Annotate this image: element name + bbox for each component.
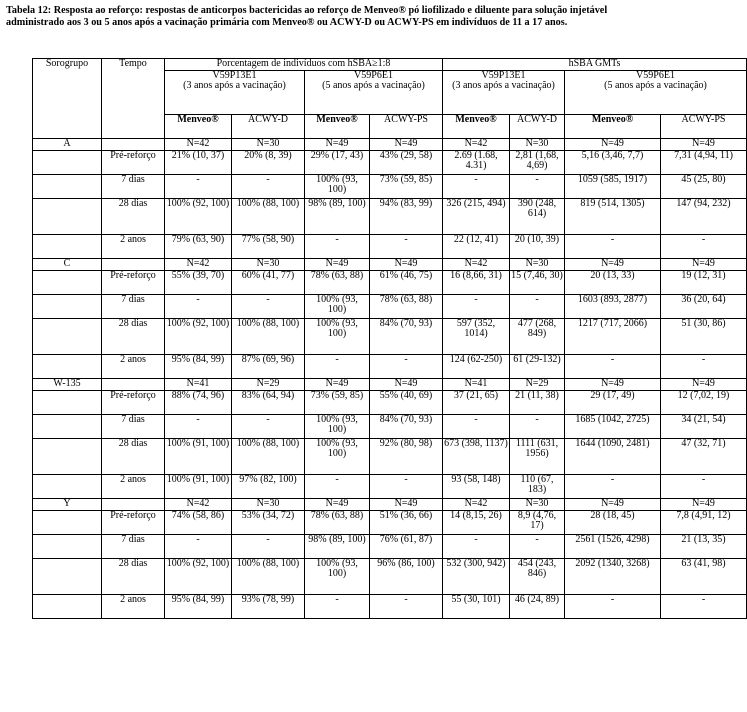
- time-cell: Pré-reforço: [102, 390, 165, 414]
- header-study-v59p13e1-pct: V59P13E1 (3 anos após a vacinação): [165, 70, 305, 114]
- value-cell: 98% (89, 100): [305, 534, 370, 558]
- table-row: [33, 150, 747, 174]
- value-cell: 98% (89, 100): [305, 198, 370, 234]
- value-cell: N=42: [443, 498, 510, 510]
- time-cell: [102, 138, 165, 150]
- serogroup-cell: [33, 150, 102, 174]
- serogroup-cell: [33, 390, 102, 414]
- value-cell: 46 (24, 89): [510, 594, 565, 618]
- table-header: [33, 59, 747, 139]
- table-row: [33, 498, 747, 510]
- value-cell: 43% (29, 58): [370, 150, 443, 174]
- serogroup-cell: [33, 594, 102, 618]
- header-menveo: Menveo®: [443, 114, 510, 138]
- value-cell: 73% (59, 85): [305, 390, 370, 414]
- value-cell: -: [370, 474, 443, 498]
- value-cell: 94% (83, 99): [370, 198, 443, 234]
- value-cell: -: [232, 294, 305, 318]
- value-cell: 61 (29-132): [510, 354, 565, 378]
- time-cell: 28 dias: [102, 558, 165, 594]
- value-cell: N=42: [443, 258, 510, 270]
- value-cell: 100% (93, 100): [305, 438, 370, 474]
- value-cell: -: [661, 234, 747, 258]
- header-study-v59p6e1-gmt: V59P6E1 (5 anos após a vacinação): [565, 70, 747, 114]
- value-cell: 100% (88, 100): [232, 438, 305, 474]
- time-cell: 2 anos: [102, 234, 165, 258]
- value-cell: -: [443, 294, 510, 318]
- value-cell: 100% (92, 100): [165, 558, 232, 594]
- value-cell: N=41: [443, 378, 510, 390]
- serogroup-cell: [33, 294, 102, 318]
- header-study-v59p6e1-pct: V59P6E1 (5 anos após a vacinação): [305, 70, 443, 114]
- value-cell: 96% (86, 100): [370, 558, 443, 594]
- serogroup-cell: A: [33, 138, 102, 150]
- value-cell: 16 (8,66, 31): [443, 270, 510, 294]
- value-cell: 28 (18, 45): [565, 510, 661, 534]
- value-cell: 74% (58, 86): [165, 510, 232, 534]
- caption-line-1: Tabela 12: Resposta ao reforço: respostas de anticorpos bactericidas ao reforço de Menveo® pó liofilizado e diluente para solução injetável: [6, 5, 608, 16]
- time-cell: 7 dias: [102, 414, 165, 438]
- value-cell: 8,9 (4,76, 17): [510, 510, 565, 534]
- value-cell: -: [305, 234, 370, 258]
- value-cell: 532 (300, 942): [443, 558, 510, 594]
- value-cell: -: [370, 354, 443, 378]
- header-menveo: Menveo®: [305, 114, 370, 138]
- value-cell: 1111 (631, 1956): [510, 438, 565, 474]
- booster-response-table: [32, 58, 747, 619]
- value-cell: 76% (61, 87): [370, 534, 443, 558]
- time-cell: 28 dias: [102, 318, 165, 354]
- value-cell: N=49: [661, 138, 747, 150]
- table-row: [33, 234, 747, 258]
- value-cell: N=49: [305, 258, 370, 270]
- table-row: [33, 198, 747, 234]
- value-cell: 73% (59, 85): [370, 174, 443, 198]
- value-cell: 45 (25, 80): [661, 174, 747, 198]
- table-row: [33, 390, 747, 414]
- value-cell: -: [443, 414, 510, 438]
- header-acwy-d: ACWY-D: [510, 114, 565, 138]
- value-cell: 51% (36, 66): [370, 510, 443, 534]
- value-cell: N=49: [565, 498, 661, 510]
- value-cell: 12 (7,02, 19): [661, 390, 747, 414]
- value-cell: -: [370, 234, 443, 258]
- value-cell: -: [165, 414, 232, 438]
- value-cell: 454 (243, 846): [510, 558, 565, 594]
- value-cell: 1217 (717, 2066): [565, 318, 661, 354]
- value-cell: -: [565, 234, 661, 258]
- value-cell: N=30: [510, 498, 565, 510]
- value-cell: 36 (20, 64): [661, 294, 747, 318]
- value-cell: 100% (93, 100): [305, 558, 370, 594]
- header-gmt-group: hSBA GMTs: [443, 59, 747, 71]
- value-cell: -: [232, 174, 305, 198]
- value-cell: 1644 (1090, 2481): [565, 438, 661, 474]
- value-cell: 77% (58, 90): [232, 234, 305, 258]
- value-cell: 34 (21, 54): [661, 414, 747, 438]
- table-row: [33, 258, 747, 270]
- value-cell: N=49: [661, 378, 747, 390]
- value-cell: -: [661, 354, 747, 378]
- serogroup-cell: [33, 198, 102, 234]
- value-cell: 477 (268, 849): [510, 318, 565, 354]
- header-study-v59p13e1-gmt: V59P13E1 (3 anos após a vacinação): [443, 70, 565, 114]
- time-cell: 2 anos: [102, 354, 165, 378]
- value-cell: N=30: [232, 138, 305, 150]
- header-menveo: Menveo®: [165, 114, 232, 138]
- value-cell: 88% (74, 96): [165, 390, 232, 414]
- serogroup-cell: Y: [33, 498, 102, 510]
- value-cell: -: [661, 594, 747, 618]
- value-cell: 51 (30, 86): [661, 318, 747, 354]
- serogroup-cell: [33, 354, 102, 378]
- table-body: [33, 138, 747, 618]
- value-cell: 20 (13, 33): [565, 270, 661, 294]
- value-cell: 2,81 (1,68, 4,69): [510, 150, 565, 174]
- header-sorogrupo: Sorogrupo: [33, 59, 102, 139]
- table-row: [33, 474, 747, 498]
- value-cell: N=49: [565, 378, 661, 390]
- time-cell: Pré-reforço: [102, 150, 165, 174]
- value-cell: 819 (514, 1305): [565, 198, 661, 234]
- time-cell: 28 dias: [102, 438, 165, 474]
- value-cell: 1059 (585, 1917): [565, 174, 661, 198]
- value-cell: 84% (70, 93): [370, 318, 443, 354]
- value-cell: 21 (13, 35): [661, 534, 747, 558]
- time-cell: 2 anos: [102, 594, 165, 618]
- header-acwy-ps: ACWY-PS: [661, 114, 747, 138]
- value-cell: N=49: [370, 498, 443, 510]
- value-cell: -: [510, 534, 565, 558]
- table-row: [33, 270, 747, 294]
- time-cell: 7 dias: [102, 294, 165, 318]
- value-cell: N=42: [165, 258, 232, 270]
- table-caption: [6, 5, 706, 29]
- header-tempo: Tempo: [102, 59, 165, 139]
- value-cell: N=30: [232, 498, 305, 510]
- table-row: [33, 438, 747, 474]
- time-cell: 7 dias: [102, 174, 165, 198]
- value-cell: -: [565, 474, 661, 498]
- serogroup-cell: [33, 558, 102, 594]
- value-cell: 19 (12, 31): [661, 270, 747, 294]
- table-row: [33, 414, 747, 438]
- value-cell: N=49: [661, 498, 747, 510]
- value-cell: 61% (46, 75): [370, 270, 443, 294]
- value-cell: 37 (21, 65): [443, 390, 510, 414]
- value-cell: 84% (70, 93): [370, 414, 443, 438]
- value-cell: 29% (17, 43): [305, 150, 370, 174]
- value-cell: 100% (92, 100): [165, 318, 232, 354]
- serogroup-cell: [33, 174, 102, 198]
- value-cell: -: [232, 534, 305, 558]
- table-row: [33, 174, 747, 198]
- header-acwy-d: ACWY-D: [232, 114, 305, 138]
- header-percent-group: Porcentagem de indivíduos com hSBA≥1:8: [165, 59, 443, 71]
- table-row: [33, 594, 747, 618]
- table-row: [33, 534, 747, 558]
- value-cell: 79% (63, 90): [165, 234, 232, 258]
- value-cell: -: [565, 354, 661, 378]
- value-cell: N=49: [370, 138, 443, 150]
- value-cell: 326 (215, 494): [443, 198, 510, 234]
- value-cell: 110 (67, 183): [510, 474, 565, 498]
- value-cell: 93% (78, 99): [232, 594, 305, 618]
- value-cell: 100% (88, 100): [232, 318, 305, 354]
- value-cell: 95% (84, 99): [165, 354, 232, 378]
- caption-line-2: administrado aos 3 ou 5 anos após a vacinação primária com Menveo® ou ACWY-D ou ACWY-PS em indivíduos de 11 a 17 anos.: [6, 17, 568, 28]
- value-cell: 5,16 (3,46, 7,7): [565, 150, 661, 174]
- table-row: [33, 294, 747, 318]
- value-cell: -: [232, 414, 305, 438]
- value-cell: 673 (398, 1137): [443, 438, 510, 474]
- value-cell: 21% (10, 37): [165, 150, 232, 174]
- value-cell: 22 (12, 41): [443, 234, 510, 258]
- value-cell: -: [510, 414, 565, 438]
- serogroup-cell: [33, 438, 102, 474]
- time-cell: [102, 258, 165, 270]
- value-cell: 14 (8,15, 26): [443, 510, 510, 534]
- value-cell: 390 (248, 614): [510, 198, 565, 234]
- value-cell: N=29: [510, 378, 565, 390]
- value-cell: -: [565, 594, 661, 618]
- value-cell: -: [165, 174, 232, 198]
- value-cell: 55% (40, 69): [370, 390, 443, 414]
- table-row: [33, 354, 747, 378]
- serogroup-cell: [33, 270, 102, 294]
- value-cell: 100% (93, 100): [305, 294, 370, 318]
- value-cell: N=42: [165, 138, 232, 150]
- value-cell: 53% (34, 72): [232, 510, 305, 534]
- time-cell: [102, 378, 165, 390]
- value-cell: -: [165, 534, 232, 558]
- value-cell: 100% (93, 100): [305, 318, 370, 354]
- table-row: [33, 378, 747, 390]
- value-cell: -: [305, 354, 370, 378]
- value-cell: 2092 (1340, 3268): [565, 558, 661, 594]
- value-cell: 100% (93, 100): [305, 174, 370, 198]
- serogroup-cell: [33, 510, 102, 534]
- value-cell: N=42: [443, 138, 510, 150]
- value-cell: 55 (30, 101): [443, 594, 510, 618]
- value-cell: -: [510, 174, 565, 198]
- serogroup-cell: [33, 474, 102, 498]
- value-cell: N=49: [565, 138, 661, 150]
- table-row: [33, 558, 747, 594]
- value-cell: 100% (88, 100): [232, 558, 305, 594]
- value-cell: N=49: [370, 258, 443, 270]
- value-cell: 92% (80, 98): [370, 438, 443, 474]
- header-acwy-ps: ACWY-PS: [370, 114, 443, 138]
- value-cell: 63 (41, 98): [661, 558, 747, 594]
- value-cell: 147 (94, 232): [661, 198, 747, 234]
- value-cell: N=49: [661, 258, 747, 270]
- value-cell: 93 (58, 148): [443, 474, 510, 498]
- value-cell: -: [510, 294, 565, 318]
- value-cell: 7,31 (4,94, 11): [661, 150, 747, 174]
- time-cell: Pré-reforço: [102, 270, 165, 294]
- value-cell: -: [661, 474, 747, 498]
- value-cell: -: [305, 594, 370, 618]
- value-cell: 15 (7,46, 30): [510, 270, 565, 294]
- serogroup-cell: C: [33, 258, 102, 270]
- value-cell: 100% (91, 100): [165, 438, 232, 474]
- serogroup-cell: [33, 534, 102, 558]
- value-cell: N=49: [565, 258, 661, 270]
- serogroup-cell: [33, 414, 102, 438]
- value-cell: 55% (39, 70): [165, 270, 232, 294]
- value-cell: 20% (8, 39): [232, 150, 305, 174]
- time-cell: Pré-reforço: [102, 510, 165, 534]
- time-cell: 2 anos: [102, 474, 165, 498]
- time-cell: 28 dias: [102, 198, 165, 234]
- time-cell: 7 dias: [102, 534, 165, 558]
- value-cell: N=30: [510, 258, 565, 270]
- value-cell: 1603 (893, 2877): [565, 294, 661, 318]
- value-cell: 100% (93, 100): [305, 414, 370, 438]
- value-cell: 100% (91, 100): [165, 474, 232, 498]
- value-cell: N=49: [305, 138, 370, 150]
- value-cell: 100% (88, 100): [232, 198, 305, 234]
- time-cell: [102, 498, 165, 510]
- serogroup-cell: [33, 318, 102, 354]
- value-cell: N=29: [232, 378, 305, 390]
- value-cell: 100% (92, 100): [165, 198, 232, 234]
- value-cell: 87% (69, 96): [232, 354, 305, 378]
- value-cell: 47 (32, 71): [661, 438, 747, 474]
- value-cell: -: [443, 534, 510, 558]
- value-cell: 20 (10, 39): [510, 234, 565, 258]
- value-cell: N=49: [305, 498, 370, 510]
- value-cell: 78% (63, 88): [370, 294, 443, 318]
- value-cell: 7,8 (4,91, 12): [661, 510, 747, 534]
- value-cell: N=42: [165, 498, 232, 510]
- value-cell: 97% (82, 100): [232, 474, 305, 498]
- serogroup-cell: [33, 234, 102, 258]
- value-cell: -: [370, 594, 443, 618]
- serogroup-cell: W-135: [33, 378, 102, 390]
- value-cell: 2561 (1526, 4298): [565, 534, 661, 558]
- value-cell: -: [165, 294, 232, 318]
- table-row: [33, 138, 747, 150]
- value-cell: N=30: [510, 138, 565, 150]
- value-cell: 29 (17, 49): [565, 390, 661, 414]
- value-cell: 21 (11, 38): [510, 390, 565, 414]
- value-cell: 60% (41, 77): [232, 270, 305, 294]
- value-cell: 78% (63, 88): [305, 270, 370, 294]
- value-cell: 95% (84, 99): [165, 594, 232, 618]
- value-cell: N=30: [232, 258, 305, 270]
- value-cell: 78% (63, 88): [305, 510, 370, 534]
- value-cell: 597 (352, 1014): [443, 318, 510, 354]
- value-cell: N=41: [165, 378, 232, 390]
- value-cell: 83% (64, 94): [232, 390, 305, 414]
- value-cell: N=49: [370, 378, 443, 390]
- table-row: [33, 318, 747, 354]
- value-cell: 124 (62-250): [443, 354, 510, 378]
- header-menveo: Menveo®: [565, 114, 661, 138]
- value-cell: 1685 (1042, 2725): [565, 414, 661, 438]
- value-cell: 2.69 (1.68, 4.31): [443, 150, 510, 174]
- value-cell: -: [443, 174, 510, 198]
- value-cell: N=49: [305, 378, 370, 390]
- value-cell: -: [305, 474, 370, 498]
- table-row: [33, 510, 747, 534]
